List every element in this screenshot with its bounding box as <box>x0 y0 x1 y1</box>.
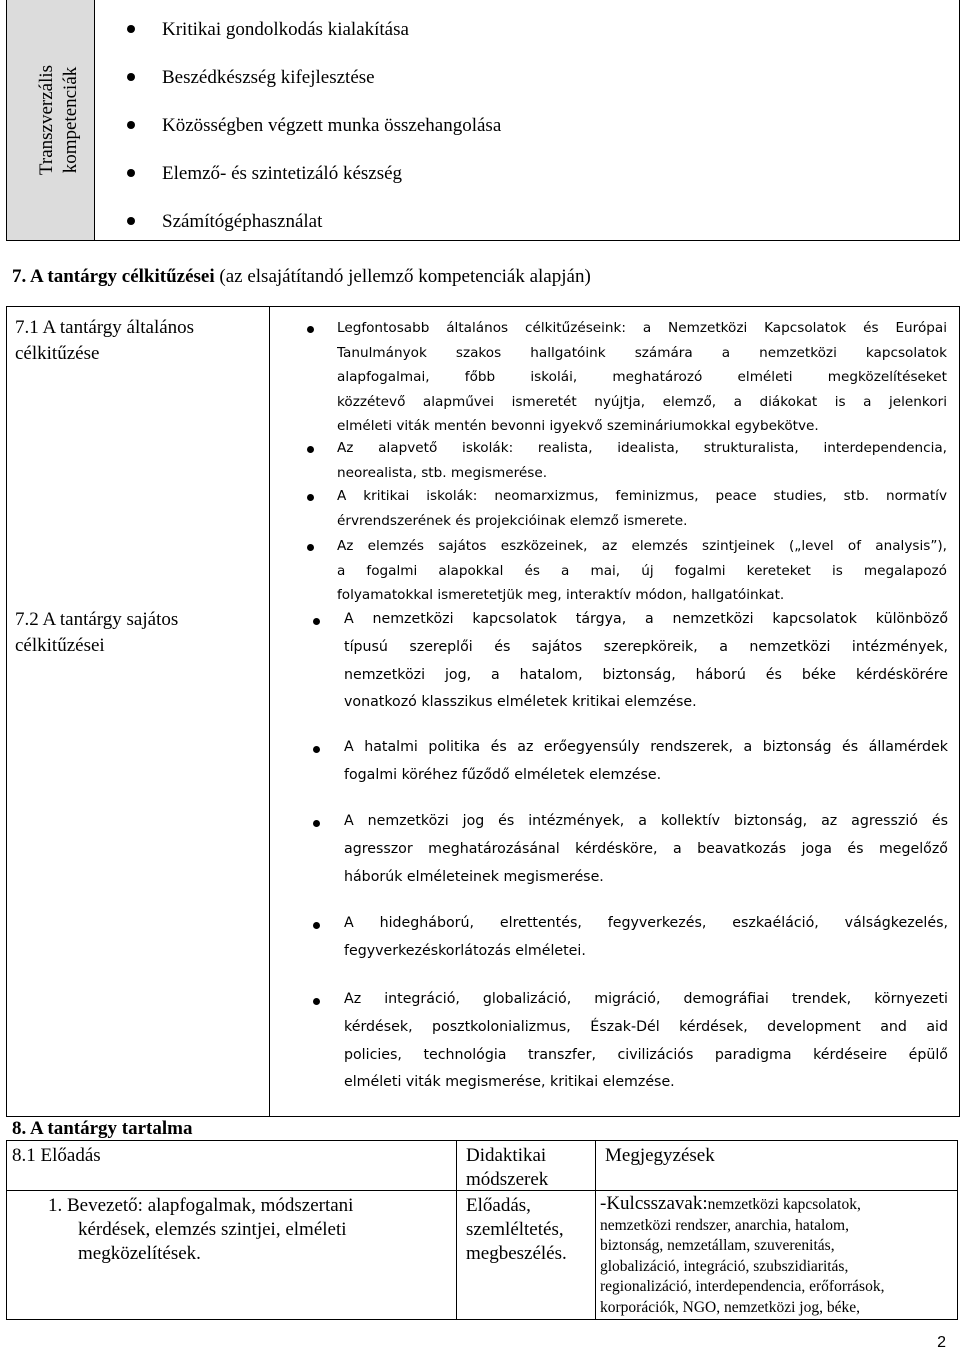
transversal-competences-table <box>6 0 960 241</box>
lecture-1-methods: Előadás, szemléltetés, megbeszélés. <box>466 1195 567 1264</box>
list-item: Az integráció, globalizáció, migráció, demográfiai trendek, környezeti kérdések, posztkolonializmus, Észak-Dél kérdések, development and aid policies, technológia transzfer, civilizációs paradigma kérdéseire épülő elméleti viták megismerése, kritikai elemzése. <box>344 991 948 1091</box>
bullet-icon <box>313 820 320 827</box>
methods-header: Didaktikai módszerek <box>466 1145 549 1190</box>
list-item: A kritikai iskolák: neomarxizmus, feminizmus, peace studies, stb. normatív érvrendszerének és projekcióinak elemző ismerete. <box>337 488 947 529</box>
page-number: 2 <box>937 1334 946 1351</box>
bullet-icon <box>127 169 135 177</box>
list-item: Legfontosabb általános célkitűzéseink: a Nemzetközi Kapcsolatok és Európai Tanulmányok szakos hallgatóink számára a nemzetközi kapcsolatok alapfogalmai, főbb iskolái, meghatározó elméleti megközelítéseket közzétevő alapművei ismeretét nyújtja, elemző, a diákokat is a jelenkori elméleti viták mentén bevonni igyekvő szemináriumokkal egybekötve. <box>337 320 947 434</box>
list-item: Az elemzés sajátos eszközeinek, az elemzés szintjeinek („level of analysis”), a fogalmi alapokkal és a mai, új fogalmi kereteket is megalapozó folyamatokkal ismeretetjük meg, interaktív módon, hallgatóinkat. <box>337 538 947 603</box>
lecture-header: 8.1 Előadás <box>12 1145 101 1166</box>
list-item: Elemző- és szintetizáló készség <box>127 150 501 198</box>
transversal-list <box>127 6 501 246</box>
bullet-icon <box>313 618 320 625</box>
specific-objectives-label: 7.2 A tantárgy sajátos célkitűzései <box>15 609 179 656</box>
table-border <box>595 1140 596 1320</box>
bullet-icon <box>307 326 314 333</box>
table-border <box>6 1140 958 1141</box>
notes-header: Megjegyzések <box>605 1145 715 1166</box>
table-border <box>456 1140 457 1320</box>
bullet-icon <box>313 922 320 929</box>
list-item: A hatalmi politika és az erőegyensúly rendszerek, a biztonság és államérdek fogalmi köréhez fűződő elméletek elemzése. <box>344 739 948 783</box>
transversal-label-cell <box>7 0 95 240</box>
list-item: Számítógéphasználat <box>127 198 501 246</box>
table-border <box>957 1140 958 1320</box>
bullet-icon <box>127 25 135 33</box>
bullet-icon <box>127 73 135 81</box>
list-item: A nemzetközi kapcsolatok tárgya, a nemzetközi kapcsolatok különböző típusú szereplői és sajátos szerepköreik, a nemzetközi intézmények, nemzetközi jog, a hatalom, biztonság, háború és béke kérdéskörére vonatkozó klasszikus elméletek kritikai elemzése. <box>344 611 948 711</box>
general-objectives-label: 7.1 A tantárgy általános célkitűzése <box>15 317 195 364</box>
bullet-icon <box>313 746 320 753</box>
bullet-icon <box>127 121 135 129</box>
bullet-icon <box>307 446 314 453</box>
table-border <box>6 1190 458 1191</box>
lecture-1-topic: 1. Bevezető: alapfogalmak, módszertani kérdések, elemzés szintjei, elméleti megközelítések. <box>48 1195 354 1264</box>
bullet-icon <box>127 217 135 225</box>
column-divider <box>269 307 270 1116</box>
list-item: A nemzetközi jog és intézmények, a kollektív biztonság, az agresszió és agresszor meghatározásánal kérdésköre, a beavatkozás joga és megelőző háborúk elméleteinek megismerése. <box>344 813 948 885</box>
table-border <box>595 1190 958 1191</box>
list-item: Beszédkészség kifejlesztése <box>127 54 501 102</box>
section-7-heading: 7. A tantárgy célkitűzései (az elsajátítandó jellemző kompetenciák alapján) <box>12 266 591 287</box>
lecture-1-keywords: -Kulcsszavak:nemzetközi kapcsolatok, nemzetközi rendszer, anarchia, hatalom, biztonság, nemzetállam, szuverenitás, globalizáció, integráció, szubszidiaritás, regionalizáció, interdependencia, erőforrások, korporációk, NGO, nemzetközi jog, béke, <box>600 1193 885 1316</box>
bullet-icon <box>307 544 314 551</box>
table-border <box>6 1319 958 1320</box>
section-8-heading: 8. A tantárgy tartalma <box>12 1118 193 1139</box>
transversal-label: Transzverzális kompetenciák <box>36 64 81 176</box>
list-item: Kritikai gondolkodás kialakítása <box>127 6 501 54</box>
bullet-icon <box>313 998 320 1005</box>
list-item: Az alapvető iskolák: realista, idealista, strukturalista, interdependencia, neorealista, stb. megismerése. <box>337 440 947 481</box>
list-item: A hidegháború, elrettentés, fegyverkezés, eszkaéláció, válságkezelés, fegyverkezéskorlátozás elméletei. <box>344 915 948 959</box>
list-item: Közösségben végzett munka összehangolása <box>127 102 501 150</box>
table-border <box>6 1140 7 1320</box>
bullet-icon <box>307 494 314 501</box>
